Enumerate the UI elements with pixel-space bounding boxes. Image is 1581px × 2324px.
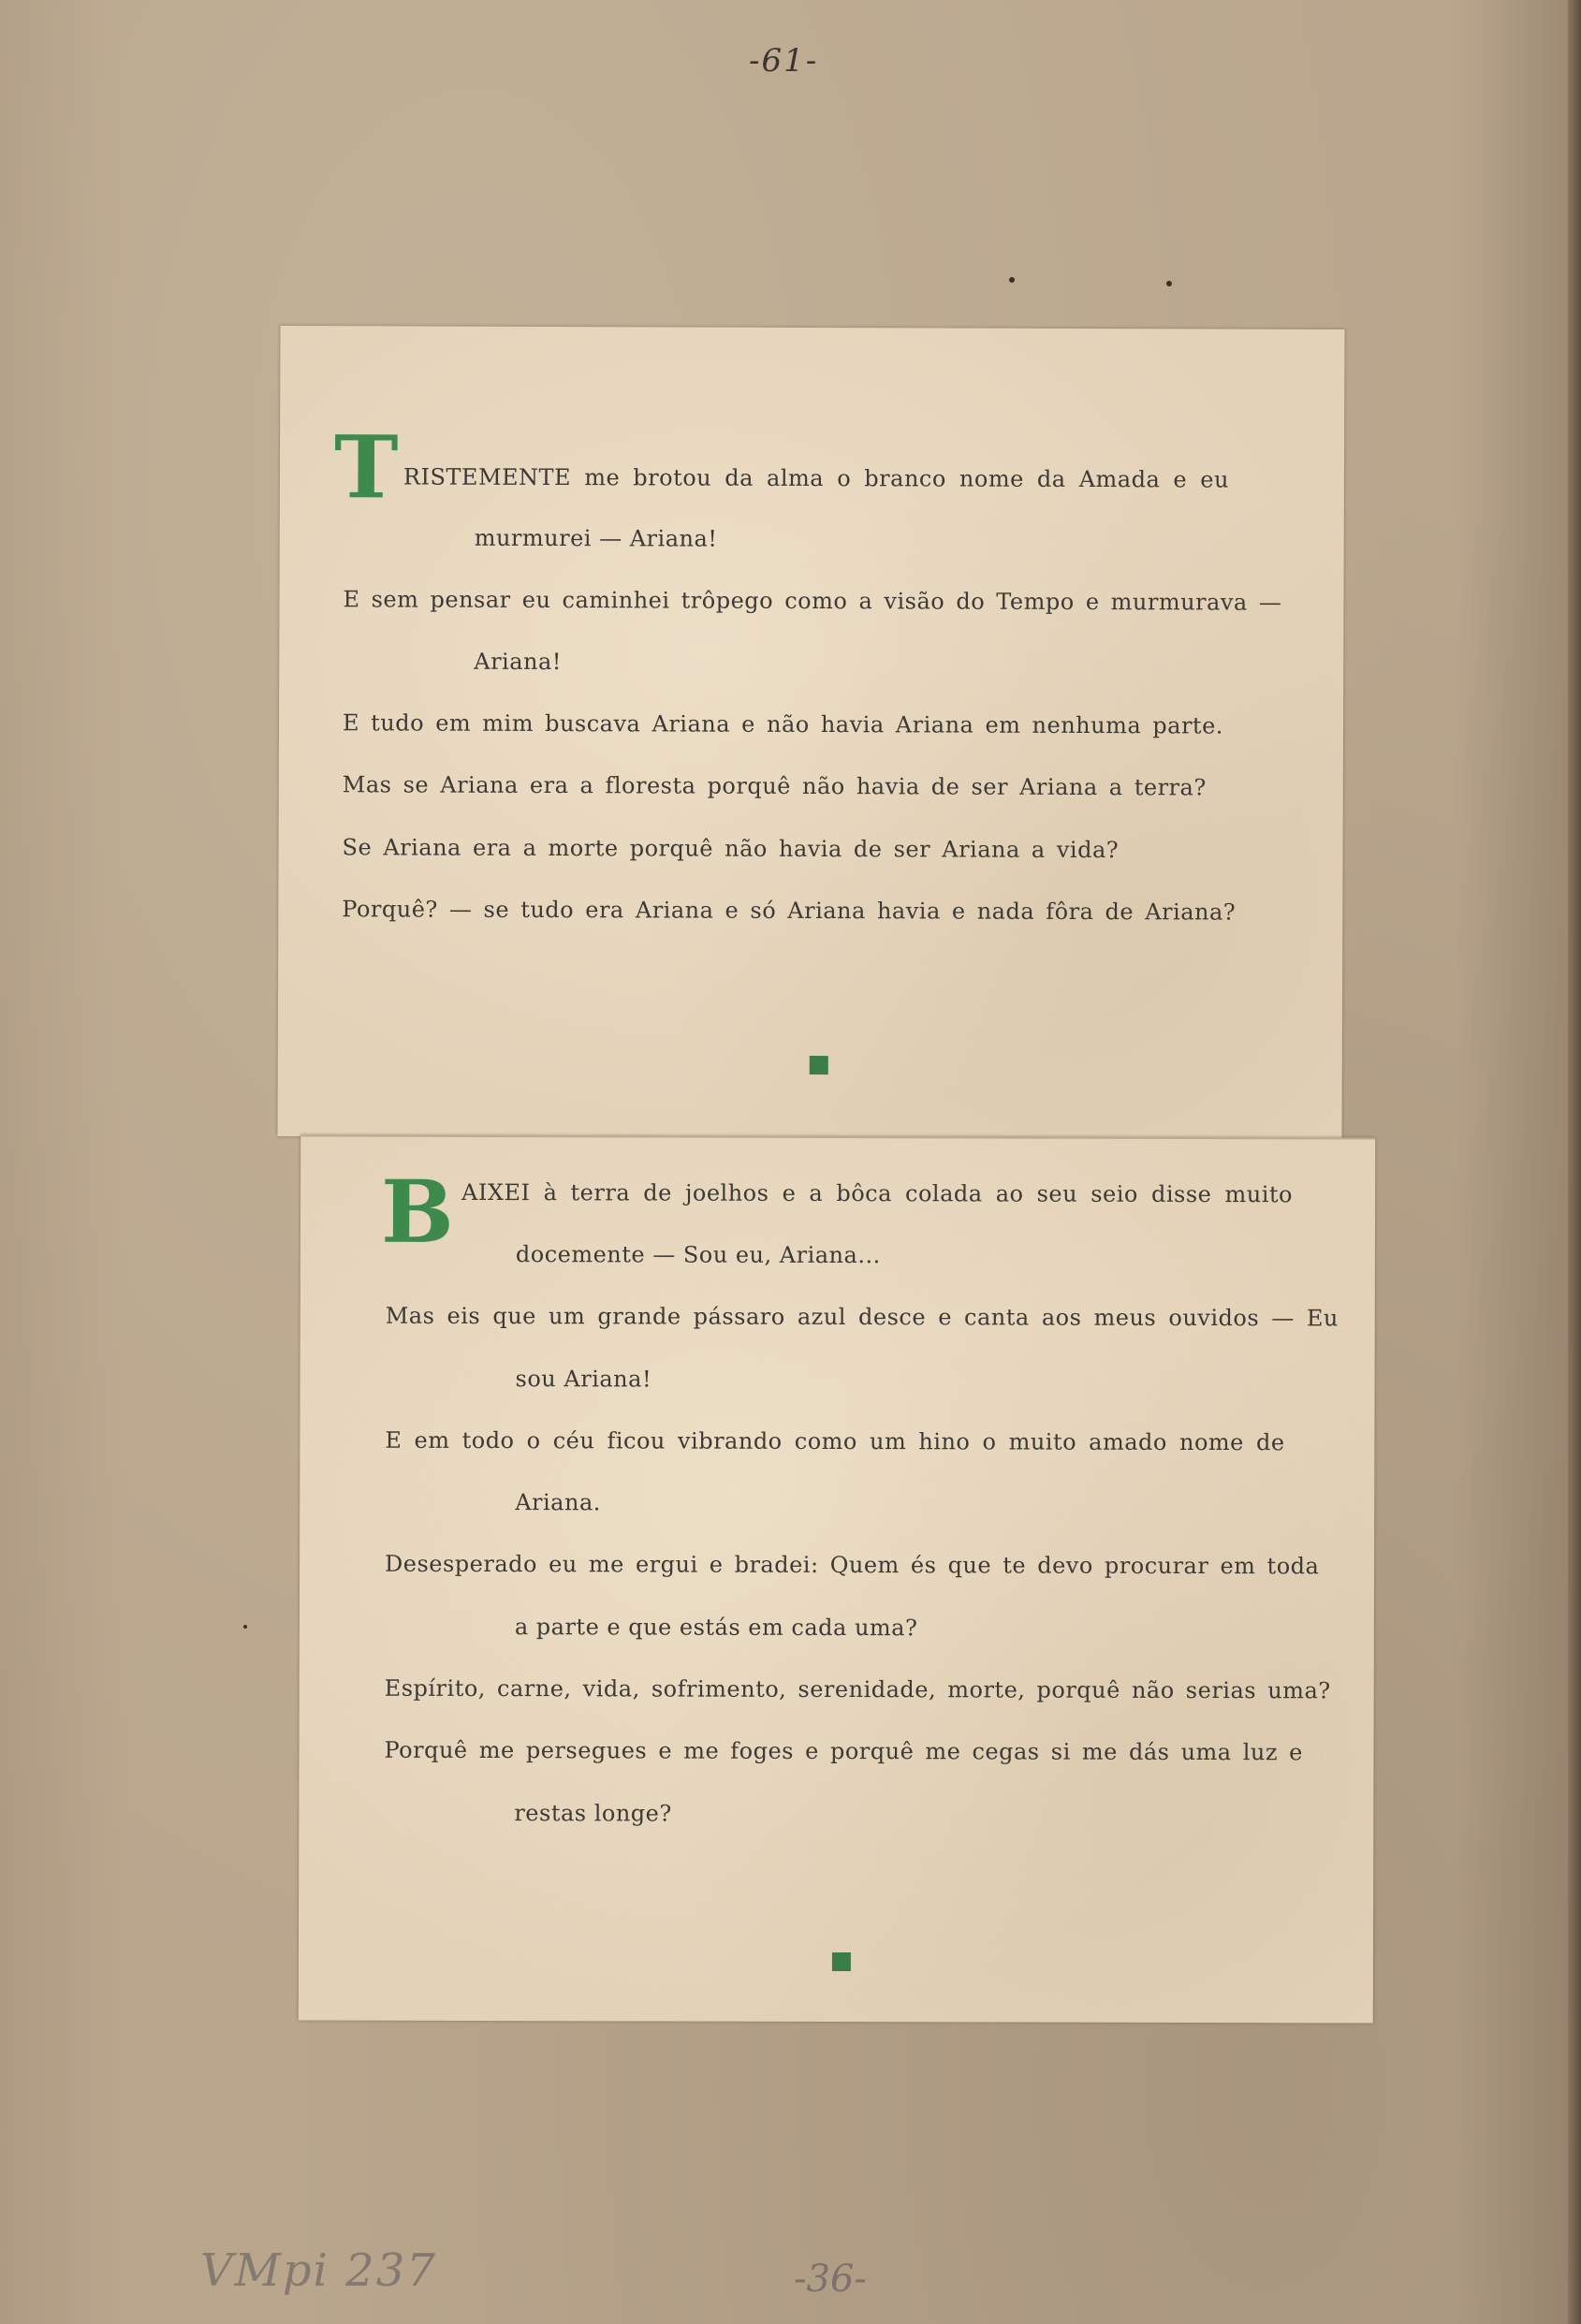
text-line: Espírito, carne, vida, sofrimento, serenidade, morte, porquê não serias uma? [384,1674,1331,1704]
text-line: E sem pensar eu caminhei trôpego como a visão do Tempo e murmurava — [343,586,1282,616]
dropcap-b: B [380,1161,454,1263]
text-line: Se Ariana era a morte porquê não havia de ser Ariana a vida? [342,834,1120,864]
text-line: Porquê me persegues e me foges e porquê me cegas si me dás uma luz e [384,1736,1303,1766]
text-line: Porquê? — se tudo era Ariana e só Ariana havia e nada fôra de Ariana? [342,896,1237,926]
text-line: Ariana! [474,648,563,676]
text-line: E em todo o céu ficou vibrando como um hino o muito amado nome de [385,1426,1285,1456]
ink-speck [243,1625,247,1629]
text-line: murmurei — Ariana! [474,524,718,552]
clipping-baixei [299,1134,1375,2023]
page-number-bottom: -36- [794,2258,867,2301]
text-line: a parte e que estás em cada uma? [514,1614,918,1642]
text-line: restas longe? [514,1800,672,1827]
text-line: Ariana. [515,1489,601,1516]
text-line: Mas se Ariana era a floresta porquê não havia de ser Ariana a terra? [342,771,1207,801]
text-line: AIXEI à terra de joelhos e a bôca colada ao seu seio disse muito [461,1178,1294,1208]
square-ornament [832,1952,851,1971]
catalog-mark: VMpi 237 [200,2244,437,2297]
board-edge [1568,0,1581,2324]
page-number-top: -61- [749,42,819,80]
text-line: E tudo em mim buscava Ariana e não havia Ariana em nenhuma parte. [342,709,1223,739]
dropcap-t: T [333,417,399,519]
clipping-tristemente [277,326,1344,1140]
ink-speck [1166,281,1172,286]
text-line: docemente — Sou eu, Ariana... [515,1241,881,1269]
text-line: Desesperado eu me ergui e bradei: Quem és que te devo procurar em toda [385,1550,1320,1580]
ink-speck [1009,277,1015,283]
square-ornament [810,1056,828,1074]
text-line: RISTEMENTE me brotou da alma o branco nome da Amada e eu [403,463,1229,493]
text-line: Mas eis que um grande pássaro azul desce e canta aos meus ouvidos — Eu [385,1302,1339,1332]
text-line: sou Ariana! [515,1366,652,1393]
